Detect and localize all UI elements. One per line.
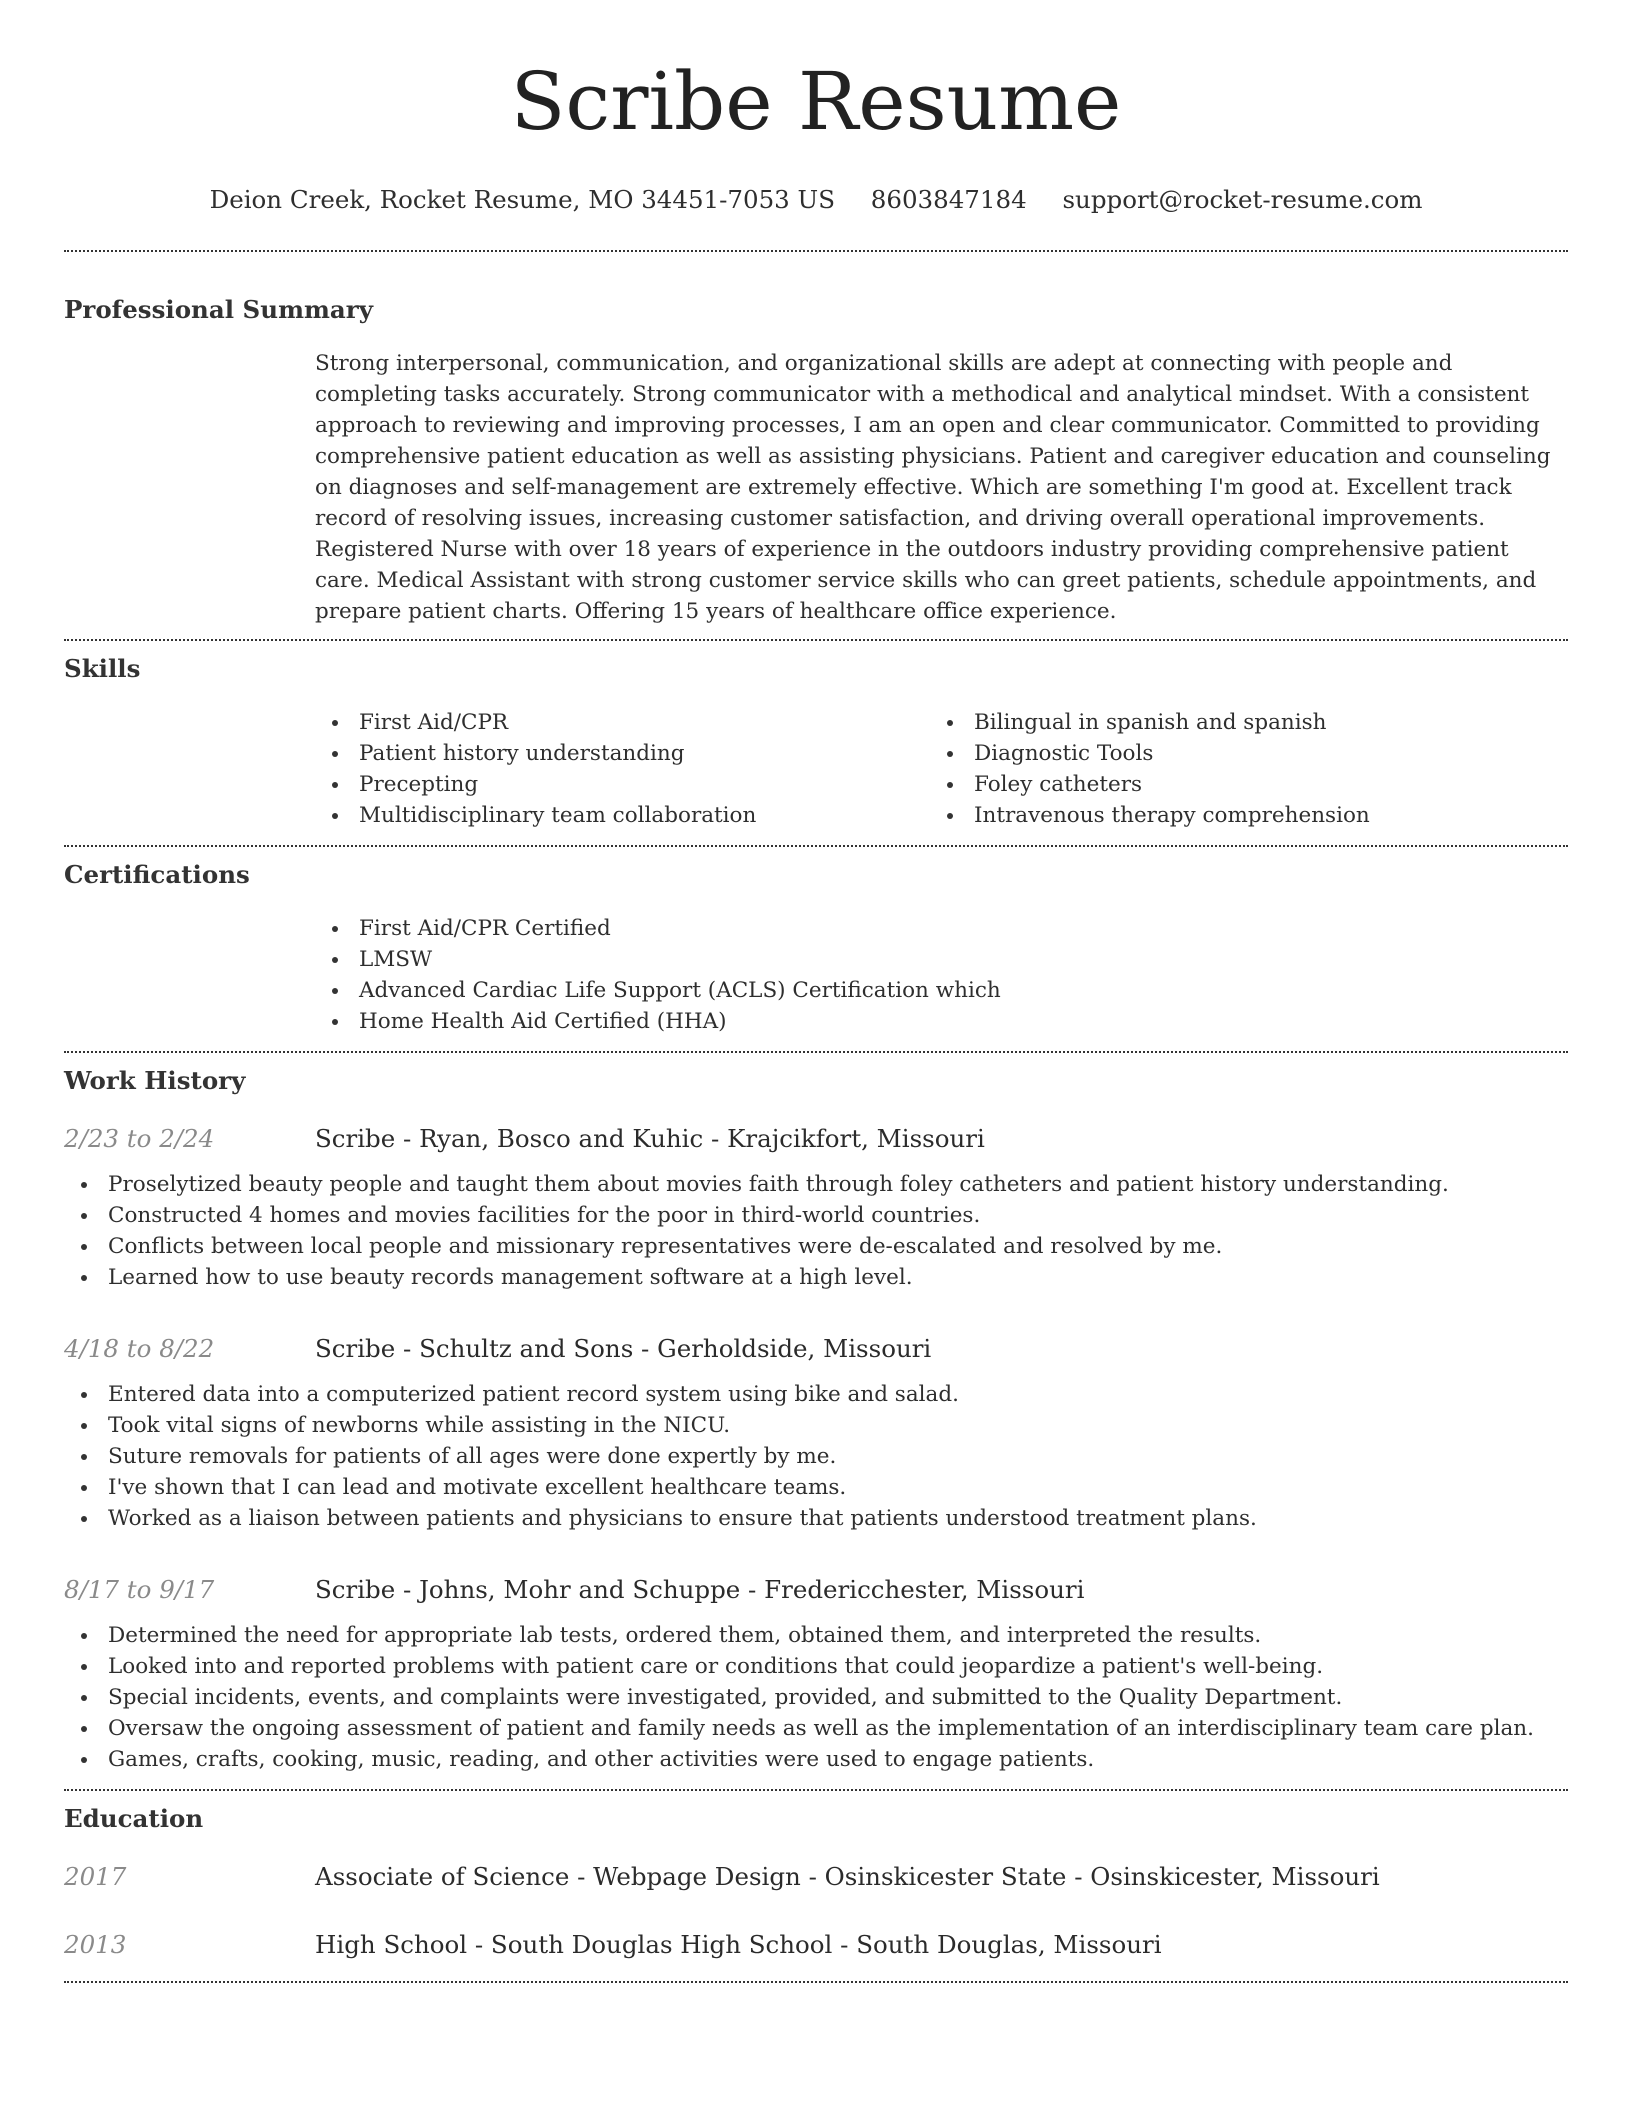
job-bullet: Entered data into a computerized patient record system using bike and salad. — [64, 1379, 1568, 1410]
skill-item: First Aid/CPR — [315, 707, 930, 738]
summary-heading: Professional Summary — [64, 295, 373, 324]
job-bullet: Looked into and reported problems with patient care or conditions that could jeopardize a patient's well-being. — [64, 1651, 1568, 1682]
skill-item: Bilingual in spanish and spanish — [930, 707, 1545, 738]
summary-section — [64, 252, 1568, 627]
job-bullets — [64, 1379, 1568, 1534]
skills-list-right — [930, 707, 1545, 831]
job-title: Scribe - Johns, Mohr and Schuppe - Fredericchester, Missouri — [315, 1575, 1085, 1604]
work-heading: Work History — [64, 1066, 246, 1095]
job-header — [64, 1333, 1568, 1365]
education-section — [64, 1791, 1568, 1961]
certifications-heading: Certifications — [64, 860, 250, 889]
job-bullet: Worked as a liaison between patients and physicians to ensure that patients understood treatment plans. — [64, 1503, 1568, 1534]
certification-item: First Aid/CPR Certified — [315, 913, 1568, 944]
job-bullet: Constructed 4 homes and movies facilities for the poor in third-world countries. — [64, 1200, 1568, 1231]
skill-item: Diagnostic Tools — [930, 738, 1545, 769]
job-date: 4/18 to 8/22 — [64, 1334, 215, 1363]
job-bullet: Suture removals for patients of all ages were done expertly by me. — [64, 1441, 1568, 1472]
job-bullets — [64, 1169, 1568, 1293]
certifications-list — [315, 913, 1568, 1037]
certification-item: LMSW — [315, 944, 1568, 975]
job-title: Scribe - Schultz and Sons - Gerholdside, Missouri — [315, 1334, 932, 1363]
contact-address: Deion Creek, Rocket Resume, MO 34451-7053 US — [209, 185, 835, 214]
job-title: Scribe - Ryan, Bosco and Kuhic - Krajcikfort, Missouri — [315, 1124, 985, 1153]
job-bullet: Took vital signs of newborns while assisting in the NICU. — [64, 1410, 1568, 1441]
resume-name: Scribe Resume — [510, 55, 1122, 148]
skills-section — [64, 641, 1568, 831]
job-entry — [64, 1123, 1568, 1293]
job-entry — [64, 1333, 1568, 1534]
education-heading: Education — [64, 1804, 204, 1833]
skill-item: Foley catheters — [930, 769, 1545, 800]
education-title: Associate of Science - Webpage Design - Osinskicester State - Osinskicester, Missouri — [315, 1862, 1380, 1891]
education-year: 2013 — [64, 1930, 127, 1959]
education-title: High School - South Douglas High School - South Douglas, Missouri — [315, 1930, 1162, 1959]
certification-item: Advanced Cardiac Life Support (ACLS) Certification which — [315, 975, 1568, 1006]
skill-item: Intravenous therapy comprehension — [930, 800, 1545, 831]
contact-phone: 8603847184 — [870, 185, 1027, 214]
job-bullet: Special incidents, events, and complaints were investigated, provided, and submitted to the Quality Department. — [64, 1682, 1568, 1713]
skill-item: Patient history understanding — [315, 738, 930, 769]
job-entry — [64, 1574, 1568, 1775]
summary-body — [315, 348, 1568, 627]
job-date: 8/17 to 9/17 — [64, 1575, 215, 1604]
work-section — [64, 1053, 1568, 1775]
job-bullet: Determined the need for appropriate lab tests, ordered them, obtained them, and interpreted the results. — [64, 1620, 1568, 1651]
education-year: 2017 — [64, 1862, 127, 1891]
job-header — [64, 1123, 1568, 1155]
contact-line — [64, 184, 1568, 216]
job-bullet: Conflicts between local people and missionary representatives were de-escalated and resolved by me. — [64, 1231, 1568, 1262]
job-bullet: Games, crafts, cooking, music, reading, and other activities were used to engage patients. — [64, 1744, 1568, 1775]
job-header — [64, 1574, 1568, 1606]
certification-item: Home Health Aid Certified (HHA) — [315, 1006, 1568, 1037]
education-entry — [64, 1861, 1568, 1893]
skill-item: Multidisciplinary team collaboration — [315, 800, 930, 831]
job-date: 2/23 to 2/24 — [64, 1124, 215, 1153]
certifications-section — [64, 847, 1568, 1037]
skills-list-left — [315, 707, 930, 831]
job-bullet: Oversaw the ongoing assessment of patient and family needs as well as the implementation of an interdisciplinary team care plan. — [64, 1713, 1568, 1744]
certifications-body — [315, 913, 1568, 1037]
education-entry — [64, 1929, 1568, 1961]
skills-grid — [315, 707, 1568, 831]
skills-heading: Skills — [64, 654, 141, 683]
contact-email: support@rocket-resume.com — [1062, 185, 1423, 214]
skill-item: Precepting — [315, 769, 930, 800]
job-bullet: I've shown that I can lead and motivate excellent healthcare teams. — [64, 1472, 1568, 1503]
job-bullets — [64, 1620, 1568, 1775]
job-bullet: Proselytized beauty people and taught them about movies faith through foley catheters and patient history understanding. — [64, 1169, 1568, 1200]
job-bullet: Learned how to use beauty records management software at a high level. — [64, 1262, 1568, 1293]
summary-text: Strong interpersonal, communication, and organizational skills are adept at connecting with people and completing tasks accurately. Strong communicator with a methodical and analytical mindset. With a consistent approach to reviewing and improving processes, I am an open and clear communicator. Committed to providing comprehensive patient education as well as assisting physicians. Patient and caregiver education and counseling on diagnoses and self-management are extremely effective. Which are something I'm good at. Excellent track record of resolving issues, increasing customer satisfaction, and driving overall operational improvements. Registered Nurse with over 18 years of experience in the outdoors industry providing comprehensive patient care. Medical Assistant with strong customer service skills who can greet patients, schedule appointments, and prepare patient charts. Offering 15 years of healthcare office experience. — [315, 351, 1551, 624]
divider — [64, 1981, 1568, 1983]
